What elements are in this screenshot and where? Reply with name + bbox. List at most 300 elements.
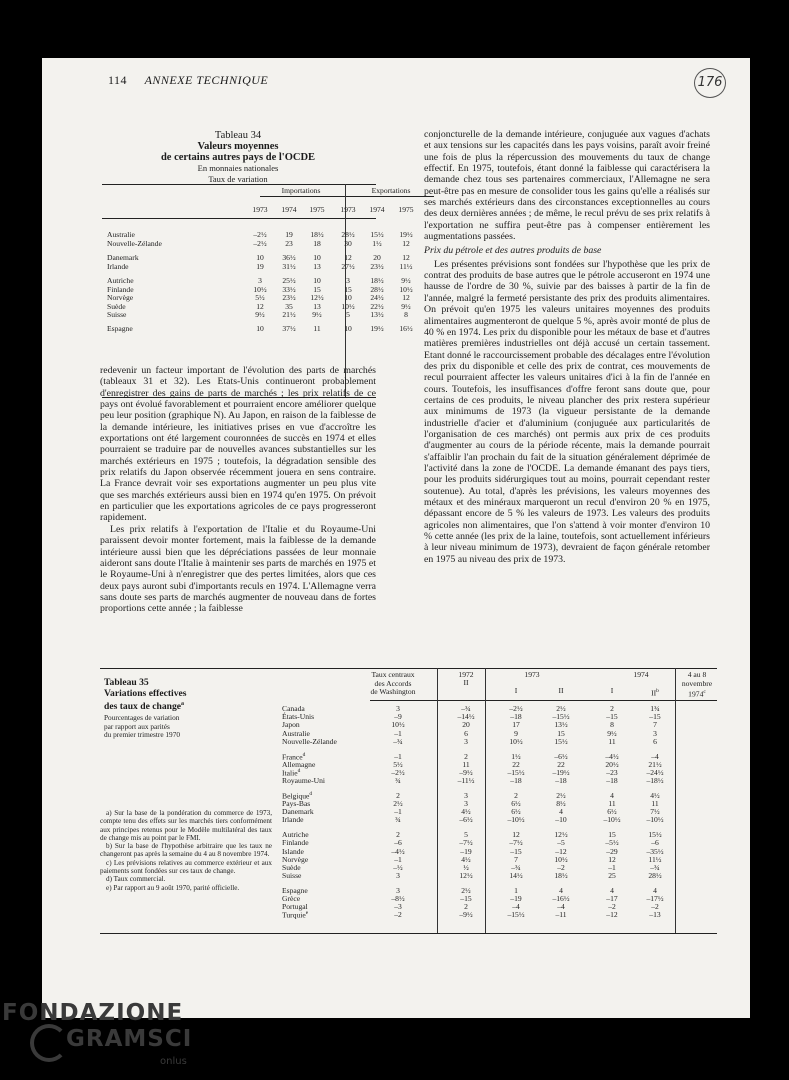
table35-cell: 14½	[509, 871, 523, 881]
table34-cell: 37½	[282, 324, 296, 333]
table35-cell: –15	[460, 894, 472, 903]
table35-cell: 8½	[556, 799, 566, 808]
table35-note: a) Sur la base de la pondération du commerce de 1973, compte tenu des effets sur les marchés tiers conformément aux principes retenus pour le Modèle multilatéral des taux de change mis au point par le FMI.	[100, 809, 272, 842]
table35-country-label: Italie	[282, 768, 298, 778]
table35-divider-2	[485, 668, 486, 933]
table34-year-header: 1974	[369, 205, 385, 214]
table35-cell: –6	[651, 838, 659, 848]
table35-cell: 2	[514, 790, 518, 800]
table35-cell: 13½	[554, 720, 568, 730]
table35-title-2: Variations effectives	[104, 688, 187, 699]
table35-country	[282, 815, 304, 824]
page-number: 114	[108, 73, 128, 87]
table35-country-label: Nouvelle-Zélande	[282, 736, 337, 746]
table35-cell: 22	[557, 759, 565, 769]
table35-country	[282, 871, 301, 880]
table35-cell: 11	[462, 759, 470, 769]
table35-cell: –7½	[459, 838, 473, 848]
table35-cell: –2	[394, 910, 402, 920]
table35-country-label: Islande	[282, 846, 304, 856]
table35-country-label: Norvège	[282, 854, 309, 864]
table35-cell: 12	[512, 830, 520, 840]
table35-cell: –9½	[459, 767, 473, 777]
table34-country: Nouvelle-Zélande	[107, 238, 162, 248]
head-washington	[360, 671, 426, 697]
table35-cell: 18½	[554, 871, 568, 881]
table35-cell: 6	[653, 736, 657, 746]
table35-cell: 1	[514, 885, 518, 895]
table34-cell: 3	[346, 276, 350, 285]
table35-cell: –19	[460, 846, 472, 856]
table34-cell: 30	[344, 238, 352, 248]
table35-cell: –4	[557, 902, 565, 912]
table34-cell: 19½	[399, 230, 413, 239]
table35-cell: 3	[396, 885, 400, 895]
table35-cell: –19	[510, 894, 522, 903]
table35-cell: 9½	[607, 728, 617, 738]
table35-cell: –35½	[646, 846, 664, 856]
table34-cell: 22½	[370, 301, 384, 311]
table34-cell: 12½	[310, 293, 324, 302]
table34-country: Autriche	[107, 276, 134, 285]
table34-cell: 23½	[282, 293, 296, 302]
table34-cell: 11½	[399, 261, 413, 271]
table35-cell: 2½	[461, 885, 471, 895]
table34-cell: 18½	[310, 230, 324, 239]
table34-country: Finlande	[107, 284, 134, 294]
table34-cell: 10½	[341, 301, 355, 311]
left-paragraph-2: Les prix relatifs à l'exportation de l'Italie et du Royaume-Uni paraissent devoir monter fortement, mais la faiblesse de la demande intérieure aussi bien que les dépréciations passées de leur monnaie aideront sans doute l'Italie à maintenir ses parts de marchés en 1975 et le Royaume-Uni à n'enregistrer que des pertes limitées, alors que ces deux pays auront subi d'importants reculs en 1974. L'Allemagne verra sans doute ses parts de marchés augmenter de nouveau dans de fortes proportions cette année ; la faiblesse	[100, 523, 376, 615]
table34-cell: 25½	[282, 276, 296, 285]
table35-country-note: d	[302, 751, 306, 758]
section-heading: Prix du pétrole et des autres produits de base	[424, 245, 602, 257]
table35-cell: –24½	[646, 767, 664, 777]
table35-cell: –4½	[605, 751, 619, 761]
table35-cell: –1	[394, 728, 402, 738]
table35-cell: 4	[653, 885, 657, 895]
table35-cell: 1¾	[650, 704, 660, 713]
table34-import-heading: Importations	[281, 186, 321, 195]
table34-cell: 23½	[370, 261, 384, 271]
table35-cell: –12	[555, 846, 567, 856]
table35-cell: 4	[610, 885, 614, 895]
table35-cell: ½	[463, 862, 469, 872]
table35-note: c) Les prévisions relatives au commerce extérieur et aux paiements sont fondées sur ces taux de change.	[100, 858, 272, 876]
table35-cell: 20½	[605, 759, 619, 769]
head-washington-2: des Accords	[374, 678, 412, 688]
table35-cell: 15	[557, 728, 565, 738]
table35-cell: –18	[510, 776, 522, 786]
table34-cell: 27½	[341, 261, 355, 271]
table35-cell: –6	[394, 838, 402, 848]
table35-cell: 20	[462, 720, 470, 730]
table35-cell: –5	[557, 838, 565, 848]
right-paragraph-2: Les présentes prévisions sont fondées sur l'hypothèse que les prix de contrat des produits de base autres que le pétrole accuseront en 1974 une hausse de l'ordre de 30 %, suivie par des baisses à partir de la fin de l'année, malgré la fermeté persistante des prix des produits alimentaires. On prévoit qu'en 1975 les valeurs unitaires moyennes des produits alimentaires augmenteront de quelque 5 %, après avoir monté de plus de 40 % en 1974. Les prix du disponible pour les métaux de base et d'autres matières premières industrielles ont déjà accusé un certain tassement. Etant donné le raccourcissement probable des décalages entre l'évolution des prix du disponible et celle des prix de contrat, ces mouvements de recul pourraient affecter les valeurs unitaires d'ici à la fin de l'année en cours. Toutefois, les insuffisances d'offre feront sans doute que, pour certains de ces produits, le niveau plancher des prix restera supérieur aux minimums de 1973 (la vigueur persistante de la demande industrielle d'acier et d'aluminium (conjuguée aux particularités de l'organisation de ces marchés) ont permis aux prix de ces produits d'augmenter au cours de la période récente, mais la demande pourrait s'affaiblir l'an prochain du fait de la situation généralement déprimée de l'activité dans la zone de l'OCDE. La demande émanant des pays tiers, pour les produits sidérurgiques tout au moins, pourrait cependant rester soutenue). Au total, d'après les prévisions, les valeurs moyennes des métaux et des minéraux marqueront un recul d'environ 20 % en 1975, dépassant encore de 5 % les valeurs de 1973. Les valeurs des produits agricoles non alimentaires, que l'on s'attend à voir monter d'environ 10 % cette année (les prix de la laine, toutefois, sont actuellement inférieurs à leur niveau minimum de 1973), devraient de façon générale retomber en 1975 au niveau des prix de 1973.	[424, 258, 710, 565]
table35-cell: 5	[464, 830, 468, 840]
table34-year-header: 1973	[340, 205, 356, 214]
head-1974: 1974	[633, 670, 649, 679]
table34-country: Danemark	[107, 253, 139, 262]
table35-cell: 11	[651, 799, 659, 808]
table35-cell: 3	[396, 704, 400, 713]
table34-cell: 15	[344, 284, 352, 294]
table35-cell: –1	[608, 862, 616, 872]
table35-country-label: Canada	[282, 704, 305, 713]
head-washington-3: de Washington	[370, 687, 416, 696]
table34-cell: 9½	[401, 301, 411, 311]
table35-country-label: États-Unis	[282, 712, 315, 722]
table34-cell: 8	[404, 310, 408, 319]
table35-cell: 4	[559, 885, 563, 895]
table35-divider-1	[437, 668, 438, 933]
table35-cell: 8	[610, 720, 614, 730]
head-1973: 1973	[524, 670, 540, 679]
table35-cell: 4½	[650, 790, 660, 800]
table35-cell: ¾	[395, 776, 401, 786]
table35-cell: 2	[464, 902, 468, 912]
table35-cell: –4½	[391, 846, 405, 856]
head-washington-1: Taux centraux	[371, 670, 415, 679]
table35-cell: 4	[559, 807, 563, 817]
sub-head-1974-I: I	[610, 686, 614, 695]
gramsci-g-mark-icon	[30, 1024, 68, 1062]
table34-cell: 9½	[312, 310, 322, 319]
table35-cell: –15½	[507, 910, 525, 920]
running-title: ANNEXE TECHNIQUE	[144, 73, 269, 87]
table35-cell: 6	[464, 728, 468, 738]
table35-country-label: Espagne	[282, 885, 308, 895]
table35-country-label: Autriche	[282, 830, 309, 840]
table34-cell: 10	[313, 253, 321, 262]
table35-cell: 15½	[648, 830, 662, 840]
fondazione-gramsci-logo	[0, 1000, 250, 1080]
archive-stamp: 176	[694, 68, 726, 98]
table35-country-label: Turquie	[282, 910, 306, 920]
table35-cell: –11½	[457, 776, 475, 786]
table34-cell: 3	[258, 276, 262, 285]
table34-cell: 21½	[282, 310, 296, 319]
table35-cell: –5½	[605, 838, 619, 848]
table34-cell: –2½	[253, 230, 267, 239]
table35-cell: 15	[608, 830, 616, 840]
table35-cell: –2	[557, 862, 565, 872]
table34-label: Tableau 34	[214, 130, 262, 141]
table35-cell: –10½	[507, 815, 525, 825]
table35-cell: –2½	[391, 767, 405, 777]
table35-label: Tableau 35	[104, 677, 149, 688]
table34-country: Suisse	[107, 310, 127, 319]
table35-cell: 12½	[554, 830, 568, 840]
sub-head-1973-II: II	[558, 686, 564, 695]
table35-country-label: Suède	[282, 862, 301, 872]
table34-cell: 10½	[253, 284, 267, 294]
table34-export-heading: Exportations	[371, 186, 411, 195]
table35-cell: –1	[394, 751, 402, 761]
table35-cell: 2½	[556, 704, 566, 713]
table35-cell: 3	[396, 871, 400, 881]
head-nov-2: novembre	[681, 678, 713, 688]
table34-note-1: En monnaies nationales	[197, 163, 279, 173]
table35-divider-3	[675, 668, 676, 933]
table34-cell: 10	[313, 276, 321, 285]
table35-cell: 11	[608, 799, 616, 808]
table34-cell: 9½	[401, 276, 411, 285]
table35-cell: 4	[610, 790, 614, 800]
table35-cell: –17	[606, 894, 618, 903]
table35-cell: –18	[555, 776, 567, 786]
table34-cell: 19½	[370, 324, 384, 333]
table35-cell: 28½	[648, 871, 662, 881]
table34-cell: 13	[313, 301, 321, 311]
table35-subtitle-2: par rapport aux parités	[104, 721, 170, 731]
scanned-page	[42, 58, 750, 1018]
table34-cell: 10	[256, 324, 264, 333]
table35-cell: –3	[394, 902, 402, 912]
table35-cell: 6½	[511, 799, 521, 808]
table35-country-label: Allemagne	[282, 759, 316, 769]
table34-cell: 10	[344, 324, 352, 333]
table34-cell: 10	[256, 253, 264, 262]
left-paragraph-1: redevenir un facteur important de l'évolution des parts de marchés (tableaux 31 et 32). Les Etats-Unis continueront probablement d'enregistrer des gains de parts de marchés ; les prix relatifs de ce pays ont évolué favorablement et pourraient encore améliorer quelque peu leur position (graphique N). Au Japon, en raison de la faiblesse de la demande intérieure, les initiatives prises en vue d'accroître les exportations ont été largement couronnées de succès en 1974 et elles pourraient se traduire par de nouvelles avances substantielles sur les marchés extérieurs en 1975 ; toutefois, la dégradation sensible des prix relatifs du Japon observée récemment jouera en sens contraire. La France devrait voir ses exportations augmenter un peu plus vite que ses marchés extérieurs aussi bien en 1974 qu'en 1975. On prévoit en particulier que les exportations agricoles de ce pays progresseront rapidement.	[100, 365, 376, 524]
table35-cell: –17½	[646, 894, 664, 903]
table34-cell: 12	[402, 253, 410, 262]
table35-cell: 2	[396, 830, 400, 840]
table35-cell: –18	[606, 776, 618, 786]
table35-country-label: France	[282, 752, 303, 762]
table35-cell: 10½	[391, 720, 405, 730]
right-paragraph-1: conjoncturelle de la demande intérieure, conjuguée aux vagues d'achats et aux tensions sur les capacités dans les pays voisins, paraît avoir freiné une fois de plus la répercussion des mouvements du taux de change effectif. En 1975, toutefois, étant donné la faiblesse qui caractérisera la demande chez tous ses partenaires commerciaux, l'Allemagne ne sera peut-être pas en mesure de consolider tous les gains qu'elle a réalisés sur ses marchés extérieurs dans des circonstances exceptionnelles au cours des deux dernières années ; de même, le recul prévu de ses prix relatifs à l'exportation ne suffira peut-être pas à compenser entièrement les augmentations passées.	[424, 129, 710, 243]
table35	[42, 58, 750, 1018]
table34-cell: 12	[344, 253, 352, 262]
table35-cell: 2½	[556, 790, 566, 800]
table34-cell: 12	[402, 238, 410, 248]
table34-cell: 28½	[341, 230, 355, 239]
table35-country-label: Portugal	[282, 902, 308, 912]
table34-cell: 12	[256, 301, 264, 311]
table34-cell: 10	[344, 293, 352, 302]
table34-note-2: Taux de variation	[208, 174, 268, 184]
table35-cell: 11½	[648, 854, 662, 864]
table35-cell: –¾	[393, 736, 403, 746]
table35-cell: –2	[608, 902, 616, 912]
table34-country: Norvège	[107, 293, 134, 302]
table35-country-label: Suisse	[282, 871, 302, 881]
table34-year-header: 1973	[252, 205, 268, 214]
table35-note: e) Par rapport au 9 août 1970, parité officielle.	[106, 883, 240, 892]
logo-line-1: FONDAZIONE	[2, 1000, 184, 1026]
table34-cell: 15½	[370, 230, 384, 239]
table35-country-label: Irlande	[282, 815, 304, 825]
table35-country-note: d	[309, 790, 313, 797]
sub-head-1974-II	[640, 687, 670, 698]
table35-country-label: Pays-Bas	[282, 799, 311, 808]
head-nov-1: 4 au 8	[687, 670, 707, 679]
table35-cell: 10½	[509, 736, 523, 746]
table34-year-header: 1975	[398, 205, 414, 214]
table35-cell: –12	[606, 910, 618, 920]
table35-cell: –23	[606, 767, 618, 777]
table35-cell: 21½	[648, 759, 662, 769]
table35-cell: –2	[651, 902, 659, 912]
table35-cell: –29	[606, 846, 618, 856]
table35-cell: 2	[610, 704, 614, 713]
head-november	[676, 671, 718, 699]
table34-cell: 23	[285, 238, 293, 248]
table35-cell: –8½	[391, 894, 405, 903]
head-nov-3: 1974	[688, 689, 704, 699]
table34-cell: 35	[285, 301, 293, 311]
table34-cell: 36½	[282, 253, 296, 262]
logo-line-2: GRAMSCI	[66, 1026, 193, 1052]
table35-country-label: Belgique	[282, 791, 310, 801]
table35-cell: –13	[649, 910, 661, 920]
table35-cell: –11	[555, 910, 567, 920]
table35-cell: –10½	[646, 815, 664, 825]
table34-cell: 19	[285, 230, 293, 239]
table35-cell: –9½	[459, 910, 473, 920]
table35-cell: 7	[653, 720, 657, 730]
table35-cell: 12	[608, 854, 616, 864]
table34-year-header: 1974	[281, 205, 297, 214]
table35-cell: –19½	[552, 767, 570, 777]
table35-cell: –16½	[552, 894, 570, 903]
table34-year-header: 1975	[309, 205, 325, 214]
table35-cell: –14½	[457, 712, 475, 722]
sub-head-1974-II-sup: b	[656, 688, 659, 694]
table35-cell: 1½	[511, 751, 521, 761]
table35-cell: –4	[651, 751, 659, 761]
table35-cell: –15	[649, 712, 661, 722]
table35-cell: 3	[464, 799, 468, 808]
table35-cell: –4	[512, 902, 520, 912]
table35-cell: 2½	[393, 799, 403, 808]
table35-cell: –7½	[509, 838, 523, 848]
table34-cell: 1½	[372, 238, 382, 248]
table35-cell: –½	[393, 862, 403, 872]
table35-cell: –18½	[646, 776, 664, 786]
table35-country-note: e	[305, 910, 309, 917]
table35-cell: 4½	[461, 807, 471, 817]
table35-cell: 17	[512, 720, 520, 730]
table35-cell: –¾	[461, 704, 471, 713]
table34-cell: 16½	[399, 324, 413, 333]
table35-cell: 3	[464, 736, 468, 746]
table35-subtitle-1: Pourcentages de variation	[104, 713, 180, 722]
table34-cell: 13	[313, 261, 321, 271]
table34-cell: 5½	[255, 293, 265, 302]
table35-cell: 6½	[607, 807, 617, 817]
table35-country	[282, 776, 325, 785]
table35-title-3: des taux de change	[104, 701, 182, 713]
table34-title-1: Valeurs moyennes	[197, 141, 279, 152]
table35-cell: –15½	[507, 767, 525, 777]
table35-cell: –1	[394, 854, 402, 864]
table35-country	[282, 737, 337, 746]
table35-cell: –10½	[603, 815, 621, 825]
logo-line-3: onlus	[160, 1056, 187, 1067]
table35-cell: –10	[555, 815, 567, 825]
table35-cell: 4½	[461, 854, 471, 864]
table35-subtitle-3: du premier trimestre 1970	[104, 730, 180, 739]
table35-country-note: d	[297, 767, 301, 774]
table35-cell: –9	[394, 712, 402, 722]
table35-country-label: Grèce	[282, 894, 301, 903]
table35-cell: 15½	[554, 736, 568, 746]
table35-cell: 9	[514, 728, 518, 738]
table34-cell: –2½	[253, 238, 267, 248]
table35-country-label: Australie	[282, 728, 310, 738]
table35-country-label: Danemark	[282, 807, 314, 817]
table35-country-label: Japon	[282, 720, 300, 730]
table35-country	[282, 910, 308, 920]
table35-cell: ¾	[395, 815, 401, 825]
table35-title-sup: a	[181, 701, 185, 707]
table34-country: Irlande	[107, 261, 129, 271]
table35-cell: 2	[396, 790, 400, 800]
table34-cell: 20	[373, 253, 381, 262]
table35-note: d) Taux commercial.	[106, 875, 166, 884]
table35-cell: –1	[394, 807, 402, 817]
table34-country: Australie	[107, 230, 135, 239]
table34-cell: 13½	[370, 310, 384, 319]
table34-cell: 18½	[370, 276, 384, 285]
table35-cell: 2	[464, 751, 468, 761]
table35-country-label: Royaume-Uni	[282, 776, 326, 786]
table35-cell: 25	[608, 871, 616, 881]
table34-cell: 28½	[370, 284, 384, 294]
table35-cell: –15	[606, 712, 618, 722]
table35-cell: –6½	[459, 815, 473, 825]
table34-title-2: de certains autres pays de l'OCDE	[160, 152, 316, 163]
table35-cell: –15½	[552, 712, 570, 722]
table34-cell: 10½	[399, 284, 413, 294]
table35-cell: 3	[653, 728, 657, 738]
table35-cell: –15	[510, 846, 522, 856]
table35-cell: 3	[464, 790, 468, 800]
table34-cell: 24½	[370, 293, 384, 302]
table35-note: b) Sur la base de l'hypothèse arbitraire que les taux ne changeront pas après la semaine du 4 au 8 novembre 1974.	[100, 842, 272, 859]
head-nov-sup: c	[703, 689, 706, 695]
table34-cell: 9½	[255, 310, 265, 319]
table35-country-label: Finlande	[282, 838, 309, 848]
table34-country: Espagne	[107, 324, 133, 333]
table35-cell: –¾	[650, 862, 660, 872]
table35-cell: –6½	[554, 751, 568, 761]
table35-cell: 22	[512, 759, 520, 769]
table34-cell: 12	[402, 293, 410, 302]
table34-cell: 5	[346, 310, 350, 319]
table35-cell: 7	[514, 854, 518, 864]
table34-cell: 19	[256, 261, 264, 271]
table34-cell: 18	[313, 238, 321, 248]
table34-cell: 11	[313, 324, 321, 333]
table34-country: Suède	[107, 301, 126, 311]
table35-cell: 7½	[650, 807, 660, 817]
table35-cell: –2½	[509, 704, 523, 713]
sub-head-1972-II: II	[463, 678, 469, 687]
table34-cell: 15	[313, 284, 321, 294]
head-1972: 1972	[458, 670, 474, 679]
table35-cell: 6½	[511, 807, 521, 817]
table35-cell: 10½	[554, 854, 568, 864]
table35-cell: 11	[608, 736, 616, 746]
table35-cell: –18	[510, 712, 522, 722]
sub-head-1974-II-label: II	[651, 688, 657, 698]
sub-head-1973-I: I	[514, 686, 518, 695]
table35-cell: 12½	[459, 871, 473, 881]
table35-cell: 5½	[393, 759, 403, 769]
table35-cell: –¾	[511, 862, 521, 872]
